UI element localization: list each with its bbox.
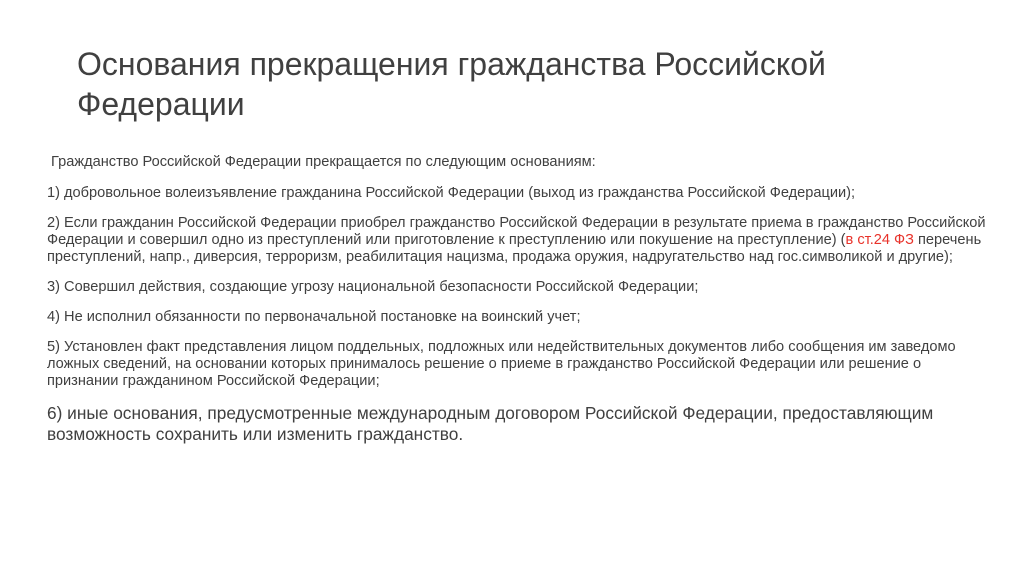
slide-body — [47, 154, 987, 458]
list-item-2-text-after: перечень преступлений, напр., диверсия, терроризм, реабилитация нацизма, продажа оружия, надругательство над гос.символикой и другие); — [47, 232, 982, 265]
list-item-5: 5) Установлен факт представления лицом поддельных, подложных или недействительных документов либо сообщения им заведомо ложных сведений, на основании которых принималось решение о приеме в гражданство Российской Федерации или решение о признании гражданином Российской Федерации; — [47, 339, 956, 389]
list-item-2 — [47, 215, 987, 266]
list-item-2-text-before: 2) Если гражданин Российской Федерации приобрел гражданство Российской Федерации в результате приема в гражданство Российской Федерации и совершил одно из преступлений или приготовление к преступлению или покушение на преступление) ( — [47, 215, 986, 248]
list-item-3: 3) Совершил действия, создающие угрозу национальной безопасности Российской Федерации; — [47, 279, 699, 295]
slide-title: Основания прекращения гражданства Российской Федерации — [77, 46, 826, 122]
list-item-6: 6) иные основания, предусмотренные международным договором Российской Федерации, предоставляющим возможность сохранить или изменить гражданство. — [47, 403, 934, 444]
list-item-1: 1) добровольное волеизъявление гражданина Российской Федерации (выход из гражданства Российской Федерации); — [47, 185, 856, 201]
law-reference: в ст.24 ФЗ — [845, 232, 914, 248]
list-item-4: 4) Не исполнил обязанности по первоначальной постановке на воинский учет; — [47, 309, 581, 325]
intro-paragraph: Гражданство Российской Федерации прекращается по следующим основаниям: — [51, 154, 596, 170]
